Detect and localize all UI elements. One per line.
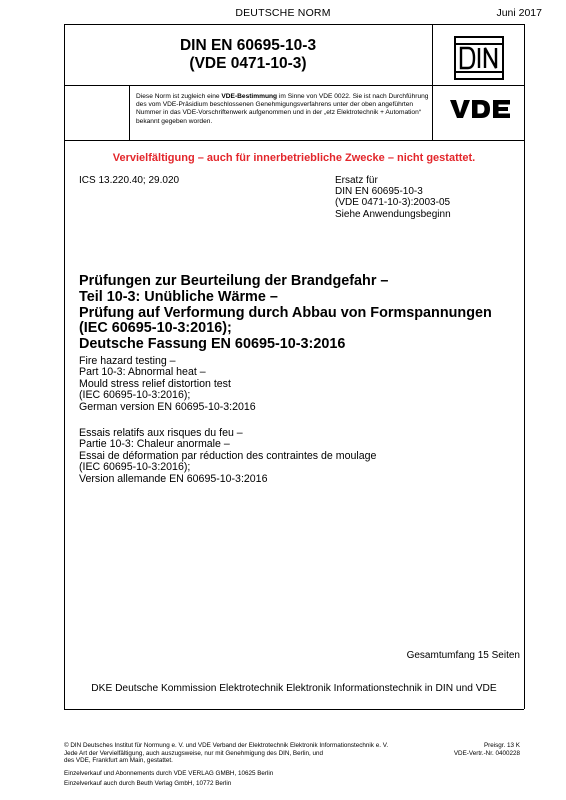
dke-line: DKE Deutsche Kommission Elektrotechnik Elektronik Informationstechnik in DIN und VDE <box>91 683 497 694</box>
sales-line: Einzelverkauf auch durch Beuth Verlag GmbH, 10772 Berlin <box>64 779 232 787</box>
total-pages: Gesamtumfang 15 Seiten <box>406 650 520 661</box>
title-german-line: Deutsche Fassung EN 60695-10-3:2016 <box>79 336 346 353</box>
title-french-line: (IEC 60695-10-3:2016); <box>79 461 191 474</box>
din-logo <box>454 36 504 80</box>
replaces-block <box>335 175 451 220</box>
copyright-notice <box>64 742 394 765</box>
title-english <box>79 356 256 413</box>
copyright-line: Jede Art der Vervielfältigung, auch auszugsweise, nur mit Genehmigung des DIN, Berlin, und <box>64 749 324 757</box>
title-french-line: Essai de déformation par réduction des contraintes de moulage <box>79 449 377 462</box>
title-german-line: Teil 10-3: Unübliche Wärme – <box>79 288 278 305</box>
frame-divider-line <box>64 85 524 86</box>
title-english-line: (IEC 60695-10-3:2016); <box>79 389 191 402</box>
title-german <box>79 274 519 353</box>
replaces-note: Siehe Anwendungsbeginn <box>335 208 451 220</box>
title-french-line: Essais relatifs aux risques du feu – <box>79 427 243 439</box>
title-french-line: Version allemande EN 60695-10-3:2016 <box>79 472 268 485</box>
title-german-line: (IEC 60695-10-3:2016); <box>79 320 232 337</box>
frame-notice-bottom-line <box>64 140 524 141</box>
frame-bottom-line <box>64 709 524 710</box>
title-french-line: Partie 10-3: Chaleur anormale – <box>79 438 230 451</box>
frame-left-line <box>64 24 65 709</box>
frame-top-line <box>64 24 524 25</box>
price-info <box>454 742 520 757</box>
title-german-line: Prüfungen zur Beurteilung der Brandgefahr – <box>79 273 389 289</box>
price-group: Preisgr. 13 K <box>483 742 520 749</box>
title-english-line: Part 10-3: Abnormal heat – <box>79 366 206 379</box>
notice-left-separator <box>129 85 130 140</box>
document-type-header: DEUTSCHE NORM <box>235 7 331 19</box>
title-english-line: Fire hazard testing – <box>79 355 176 367</box>
standard-number <box>64 37 432 73</box>
vde-logo <box>448 98 512 120</box>
copyright-line: © DIN Deutsches Institut für Normung e. V. und VDE Verband der Elektrotechnik Elektronik Informationstechnik e. V. <box>64 742 389 749</box>
title-german-line: Prüfung auf Verformung durch Abbau von Formspannungen <box>79 304 492 321</box>
notice-lead: Diese Norm ist zugleich eine <box>136 93 222 100</box>
reproduction-notice: Vervielfältigung – auch für innerbetriebliche Zwecke – nicht gestattet. <box>112 152 476 164</box>
replaces-vde: (VDE 0471-10-3):2003-05 <box>335 197 451 209</box>
title-english-line: Mould stress relief distortion test <box>79 377 231 390</box>
frame-right-line <box>524 24 525 709</box>
title-french <box>79 428 376 485</box>
order-number: VDE-Vertr.-Nr. 0400228 <box>453 749 520 757</box>
sales-info <box>64 769 273 788</box>
vde-notice <box>136 93 434 126</box>
standard-number-vde: (VDE 0471-10-3) <box>189 55 307 72</box>
replaces-standard: DIN EN 60695-10-3 <box>335 186 423 198</box>
standard-number-din: DIN EN 60695-10-3 <box>179 37 317 54</box>
notice-rest: im Sinne von VDE 0022. Sie ist nach Durchführung des vom VDE-Präsidium beschlossenen Genehmigungsverfahrens unter der oben angeführten Nummer in das VDE-Vorschriftenwerk aufgenommen und in der „etz Elektrotechnik + Automation“ bekannt gegeben worden. <box>136 93 429 125</box>
ics-code: ICS 13.220.40; 29.020 <box>79 175 180 186</box>
notice-bold: VDE-Bestimmung <box>221 93 278 100</box>
copyright-line: des VDE, Frankfurt am Main, gestattet. <box>64 757 173 765</box>
title-english-line: German version EN 60695-10-3:2016 <box>79 400 256 413</box>
publication-date: Juni 2017 <box>496 7 542 19</box>
replaces-label: Ersatz für <box>335 175 378 186</box>
sales-line: Einzelverkauf und Abonnements durch VDE VERLAG GMBH, 10625 Berlin <box>64 770 274 777</box>
